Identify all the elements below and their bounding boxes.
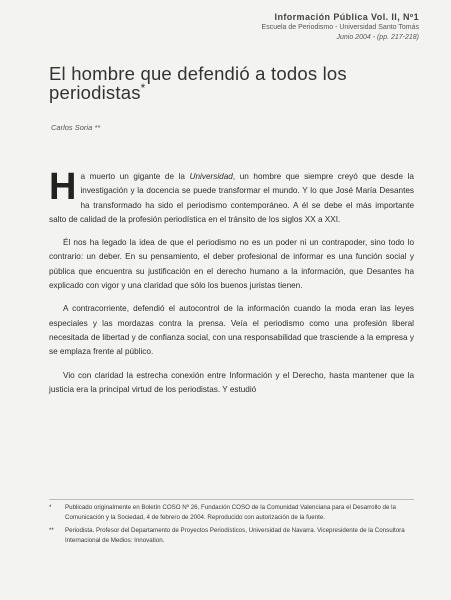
article-author: Carlos Soria ** <box>51 123 101 132</box>
article-title <box>49 64 429 102</box>
footnote-1 <box>49 503 421 523</box>
paragraph-3: A contracorriente, defendió el autocontrol de la información cuando la moda eran las leyes especiales y las mordazas contra la prensa. Veía el periodismo como una profesión liberal necesitada de libertad y de confianza social, con una responsabilidad que trasciende a la empresa y se emplaza frente al público. <box>49 304 414 357</box>
footnote-1-mark: * <box>49 504 52 511</box>
footnote-1-text: Publicado originalmente en Boletín COSO Nº 26, Fundación COSO de la Comunidad Valenciana para el Desarrollo de la Comunicación y la Sociedad, 4 de febrero de 2004. Reproducido con autorización de la fuente. <box>65 504 396 521</box>
article-title-text: El hombre que defendió a todos los periodistas <box>49 63 347 103</box>
footnote-2-text: Periodista. Profesor del Departamento de Proyectos Periodísticos, Universidad de Navarra. Vicepresidente de la Consultora Internacional de Medios: Innovation. <box>65 527 405 544</box>
running-header <box>169 12 419 42</box>
footnote-2-mark: ** <box>49 527 54 534</box>
article-body <box>49 166 414 406</box>
drop-cap: H <box>49 166 77 208</box>
paragraph-1-rest: , un hombre que siempre creyó que desde la investigación y la docencia se puede transformar el mundo. Y lo que José María Desantes ha transformado ha sido el periodismo contemporáneo. A él se debe el más importante salto de calidad de la profesión periodística en el tránsito de los siglos XX a XXI. <box>49 172 414 224</box>
journal-name: Información Pública Vol. II, Nº1 <box>274 12 419 22</box>
title-footnote-mark: * <box>140 80 146 95</box>
publisher-line: Escuela de Periodismo - Universidad Santo Tomás <box>261 24 419 31</box>
footnote-2 <box>49 526 421 546</box>
footnotes <box>49 503 421 549</box>
issue-line: Junio 2004 - (pp. 217-218) <box>336 33 419 41</box>
paragraph-2: Él nos ha legado la idea de que el periodismo no es un poder ni un contrapoder, sino todo lo contrario: un deber. En su pensamiento, el deber profesional de informar es una función social y pública que encuentra su justificación en el derecho humano a la información, que Desantes ha explicado con vigor y una claridad que sólo los buenos juristas tienen. <box>49 238 414 291</box>
paragraph-4: Vio con claridad la estrecha conexión entre Información y el Derecho, hasta mantener que la justicia era la principal virtud de los periodistas. Y estudió <box>49 370 414 394</box>
paragraph-1-emphasis: Universidad <box>189 172 233 181</box>
paragraph-1 <box>49 166 414 227</box>
paragraph-1-lead: a muerto un gigante de la <box>80 172 190 181</box>
footnote-divider <box>49 499 414 500</box>
